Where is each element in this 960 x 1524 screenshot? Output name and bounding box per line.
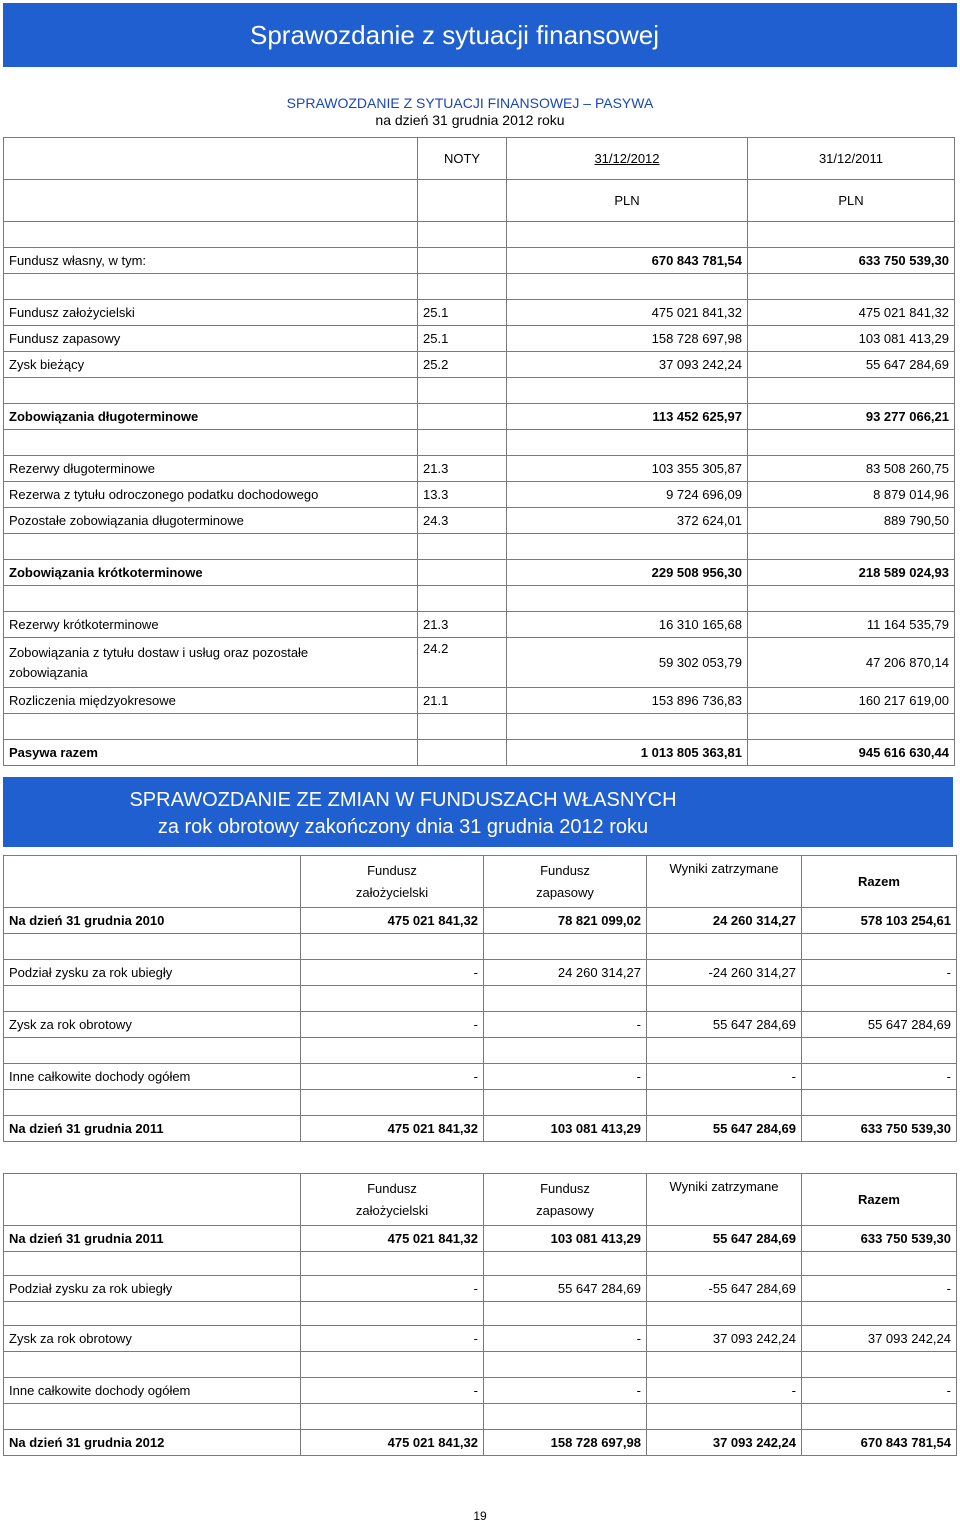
value-2012: 9 724 696,09 [507, 482, 748, 508]
value-retained-earnings: -55 647 284,69 [647, 1276, 802, 1302]
table-row [4, 1064, 957, 1090]
value-2011: 47 206 870,14 [748, 638, 955, 688]
value-total: - [802, 1064, 957, 1090]
page-title: Sprawozdanie z sytuacji finansowej [250, 20, 659, 50]
value-2011: 103 081 413,29 [748, 326, 955, 352]
equity-table-2011 [3, 855, 957, 1142]
row-note: 24.3 [418, 508, 507, 534]
value-2012: 16 310 165,68 [507, 612, 748, 638]
row-label: Na dzień 31 grudnia 2011 [4, 1226, 301, 1252]
table-row [4, 612, 955, 638]
row-note: 25.1 [418, 326, 507, 352]
table-header-row [4, 138, 955, 180]
value-total: - [802, 1276, 957, 1302]
table-row [4, 908, 957, 934]
row-note: 21.3 [418, 456, 507, 482]
value-2012: 59 302 053,79 [507, 638, 748, 688]
value-2012: 103 355 305,87 [507, 456, 748, 482]
currency-2011: PLN [748, 180, 955, 222]
value-total: 633 750 539,30 [802, 1116, 957, 1142]
value-reserve-fund: 55 647 284,69 [484, 1276, 647, 1302]
row-note [418, 404, 507, 430]
value-2011: 55 647 284,69 [748, 352, 955, 378]
table-row [4, 1012, 957, 1038]
row-note: 21.1 [418, 688, 507, 714]
column-header-reserve-fund: Fundusz zapasowy [484, 1174, 647, 1226]
row-label: Na dzień 31 grudnia 2010 [4, 908, 301, 934]
row-label: Zobowiązania z tytułu dostaw i usług oraz pozostałe zobowiązania [4, 638, 418, 688]
row-note: 25.1 [418, 300, 507, 326]
table-row [4, 560, 955, 586]
value-retained-earnings: 55 647 284,69 [647, 1012, 802, 1038]
table-row [4, 1116, 957, 1142]
table-row [4, 960, 957, 986]
value-retained-earnings: 55 647 284,69 [647, 1116, 802, 1142]
value-2011: 475 021 841,32 [748, 300, 955, 326]
table-row [4, 508, 955, 534]
column-header-founding-fund: Fundusz założycielski [301, 856, 484, 908]
value-total: - [802, 1378, 957, 1404]
page-number: 19 [473, 1509, 487, 1523]
table-row [4, 248, 955, 274]
value-reserve-fund: 158 728 697,98 [484, 1430, 647, 1456]
value-founding-fund: - [301, 1276, 484, 1302]
table-row [4, 638, 955, 688]
value-retained-earnings: 37 093 242,24 [647, 1430, 802, 1456]
table-row [4, 352, 955, 378]
value-founding-fund: 475 021 841,32 [301, 1226, 484, 1252]
value-founding-fund: - [301, 1064, 484, 1090]
balance-title: SPRAWOZDANIE Z SYTUACJI FINANSOWEJ – PASYWA [286, 95, 654, 111]
value-2012: 37 093 242,24 [507, 352, 748, 378]
row-note [418, 248, 507, 274]
value-2011: 218 589 024,93 [748, 560, 955, 586]
row-label: Inne całkowite dochody ogółem [4, 1378, 301, 1404]
value-2012: 113 452 625,97 [507, 404, 748, 430]
row-label: Zysk bieżący [4, 352, 418, 378]
value-2011: 945 616 630,44 [748, 740, 955, 766]
value-founding-fund: 475 021 841,32 [301, 1116, 484, 1142]
column-header-notes: NOTY [418, 138, 507, 180]
value-total: 55 647 284,69 [802, 1012, 957, 1038]
table-row [4, 1378, 957, 1404]
value-retained-earnings: 55 647 284,69 [647, 1226, 802, 1252]
value-reserve-fund: 78 821 099,02 [484, 908, 647, 934]
value-founding-fund: - [301, 960, 484, 986]
value-total: 578 103 254,61 [802, 908, 957, 934]
value-founding-fund: - [301, 1326, 484, 1352]
value-founding-fund: - [301, 1012, 484, 1038]
value-2012: 158 728 697,98 [507, 326, 748, 352]
value-total: - [802, 960, 957, 986]
value-retained-earnings: -24 260 314,27 [647, 960, 802, 986]
value-reserve-fund: 24 260 314,27 [484, 960, 647, 986]
column-header-total: Razem [802, 1174, 957, 1226]
column-header-2011: 31/12/2011 [748, 138, 955, 180]
value-total: 633 750 539,30 [802, 1226, 957, 1252]
table-row [4, 1430, 957, 1456]
row-note: 25.2 [418, 352, 507, 378]
row-label: Na dzień 31 grudnia 2012 [4, 1430, 301, 1456]
value-2012: 153 896 736,83 [507, 688, 748, 714]
value-2012: 229 508 956,30 [507, 560, 748, 586]
value-2011: 11 164 535,79 [748, 612, 955, 638]
value-2011: 93 277 066,21 [748, 404, 955, 430]
value-reserve-fund: - [484, 1326, 647, 1352]
value-reserve-fund: - [484, 1064, 647, 1090]
table-header-row [4, 856, 957, 908]
value-retained-earnings: 37 093 242,24 [647, 1326, 802, 1352]
table-row [4, 456, 955, 482]
row-note: 24.2 [418, 638, 507, 688]
row-label: Na dzień 31 grudnia 2011 [4, 1116, 301, 1142]
table-row [4, 482, 955, 508]
row-label: Zysk za rok obrotowy [4, 1326, 301, 1352]
currency-2012: PLN [507, 180, 748, 222]
balance-subtitle: na dzień 31 grudnia 2012 roku [375, 112, 565, 128]
table-row [4, 300, 955, 326]
value-2011: 160 217 619,00 [748, 688, 955, 714]
row-label: Rezerwy krótkoterminowe [4, 612, 418, 638]
column-header-founding-fund: Fundusz założycielski [301, 1174, 484, 1226]
row-label: Podział zysku za rok ubiegły [4, 1276, 301, 1302]
row-label: Fundusz założycielski [4, 300, 418, 326]
equity-table-2012 [3, 1173, 957, 1456]
value-2012: 475 021 841,32 [507, 300, 748, 326]
value-founding-fund: 475 021 841,32 [301, 908, 484, 934]
row-note [418, 740, 507, 766]
value-2011: 8 879 014,96 [748, 482, 955, 508]
balance-table [3, 137, 955, 766]
value-2011: 633 750 539,30 [748, 248, 955, 274]
row-label: Rezerwa z tytułu odroczonego podatku dochodowego [4, 482, 418, 508]
value-2011: 83 508 260,75 [748, 456, 955, 482]
row-label: Podział zysku za rok ubiegły [4, 960, 301, 986]
table-row [4, 1226, 957, 1252]
value-reserve-fund: - [484, 1012, 647, 1038]
header-banner [3, 3, 957, 67]
equity-title: SPRAWOZDANIE ZE ZMIAN W FUNDUSZACH WŁASNYCH [129, 789, 677, 811]
currency-row [4, 180, 955, 222]
table-header-row [4, 1174, 957, 1226]
row-label: Rozliczenia międzyokresowe [4, 688, 418, 714]
column-header-retained-earnings: Wyniki zatrzymane [647, 856, 802, 908]
column-header-reserve-fund: Fundusz zapasowy [484, 856, 647, 908]
value-founding-fund: 475 021 841,32 [301, 1430, 484, 1456]
value-reserve-fund: 103 081 413,29 [484, 1116, 647, 1142]
value-reserve-fund: 103 081 413,29 [484, 1226, 647, 1252]
value-2012: 1 013 805 363,81 [507, 740, 748, 766]
table-row [4, 326, 955, 352]
row-note [418, 560, 507, 586]
row-label: Zobowiązania krótkoterminowe [4, 560, 418, 586]
table-row [4, 404, 955, 430]
row-label: Pasywa razem [4, 740, 418, 766]
equity-subtitle: za rok obrotowy zakończony dnia 31 grudnia 2012 roku [157, 816, 649, 838]
value-retained-earnings: - [647, 1378, 802, 1404]
row-label: Zobowiązania długoterminowe [4, 404, 418, 430]
value-reserve-fund: - [484, 1378, 647, 1404]
row-label: Zysk za rok obrotowy [4, 1012, 301, 1038]
column-header-retained-earnings: Wyniki zatrzymane [647, 1174, 802, 1226]
value-total: 670 843 781,54 [802, 1430, 957, 1456]
value-2011: 889 790,50 [748, 508, 955, 534]
table-row [4, 688, 955, 714]
equity-section-banner [3, 777, 953, 847]
column-header-2012: 31/12/2012 [507, 138, 748, 180]
value-retained-earnings: 24 260 314,27 [647, 908, 802, 934]
row-note: 21.3 [418, 612, 507, 638]
row-note: 13.3 [418, 482, 507, 508]
value-2012: 670 843 781,54 [507, 248, 748, 274]
row-label: Pozostałe zobowiązania długoterminowe [4, 508, 418, 534]
table-row [4, 1326, 957, 1352]
row-label: Fundusz własny, w tym: [4, 248, 418, 274]
column-header-total: Razem [802, 856, 957, 908]
table-row [4, 1276, 957, 1302]
value-2012: 372 624,01 [507, 508, 748, 534]
value-founding-fund: - [301, 1378, 484, 1404]
row-label: Fundusz zapasowy [4, 326, 418, 352]
row-label: Inne całkowite dochody ogółem [4, 1064, 301, 1090]
table-row [4, 740, 955, 766]
value-retained-earnings: - [647, 1064, 802, 1090]
value-total: 37 093 242,24 [802, 1326, 957, 1352]
row-label: Rezerwy długoterminowe [4, 456, 418, 482]
